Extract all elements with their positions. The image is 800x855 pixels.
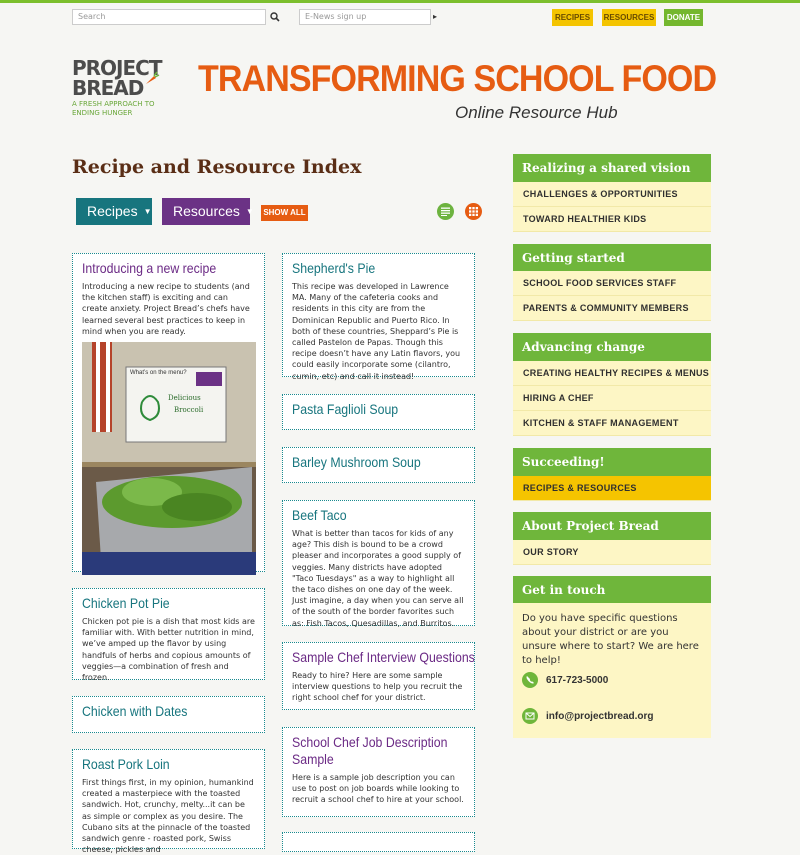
sidebar-item-food-services-staff[interactable]: SCHOOL FOOD SERVICES STAFF	[513, 271, 711, 296]
recipe-card[interactable]	[72, 253, 265, 572]
search-input[interactable]: Search	[72, 9, 266, 25]
card-body: What is better than tacos for kids of any age? This dish is bound to be a crowd pleaser and incorporates a good supply of veggies. Many districts have adopted "Taco Tuesdays" as a way to highlight all the taco dishes on one day of the week. Just imagine, a day when you can serve all of the south of the border favorites such as: Fish Tacos, Quesadillas, and Burritos.	[292, 529, 464, 628]
sidebar-item-recipes-resources[interactable]: RECIPES & RESOURCES	[513, 476, 711, 501]
phone-number[interactable]: 617-723-5000	[546, 674, 609, 686]
contact-phone[interactable]	[522, 671, 608, 689]
sidebar-item-healthy-recipes[interactable]: CREATING HEALTHY RECIPES & MENUS	[513, 361, 711, 386]
logo-line-2: BREAD	[72, 76, 144, 100]
contact-email[interactable]	[522, 707, 654, 725]
card-title[interactable]: Sample Chef Interview Questions	[292, 649, 475, 665]
sidebar-item-kitchen-management[interactable]: KITCHEN & STAFF MANAGEMENT	[513, 411, 711, 436]
sidebar-item-challenges[interactable]: CHALLENGES & OPPORTUNITIES	[513, 182, 711, 207]
donate-button[interactable]: DONATE	[664, 9, 703, 26]
card-body: Here is a sample job description you can use to post on job boards while looking to recruit a school chef to hire at your school.	[292, 773, 464, 805]
card-body: This recipe was developed in Lawrence MA. Many of the cafeteria cooks and residents in this city are from the Dominican Republic and Puerto Rico. In both of these countries, Sheppard’s Pie is called Pastelon de Papas. Though this recipe doesn’t have any Latin flavors, you could easily incorporate some (cilantro, cumin, etc) and call it instead!	[292, 282, 461, 381]
logo-tagline: A FRESH APPROACH TO ENDING HUNGER	[72, 100, 155, 117]
resource-card[interactable]	[282, 727, 475, 817]
phone-icon	[522, 672, 538, 688]
caret-down-icon: ▼	[245, 207, 254, 216]
resources-dropdown-label: Resources	[173, 203, 240, 219]
recipe-card[interactable]	[282, 447, 475, 483]
site-subtitle: Online Resource Hub	[455, 103, 618, 122]
resource-card[interactable]	[282, 832, 475, 852]
card-title-line-1[interactable]: School Chef Job Description	[292, 734, 448, 750]
photo-sign-text: Delicious	[168, 394, 201, 403]
photo-sign-text: Broccoli	[174, 406, 204, 415]
recipe-card[interactable]	[282, 500, 475, 626]
resources-dropdown[interactable]	[162, 198, 254, 225]
card-title[interactable]: Beef Taco	[292, 507, 347, 523]
contact-box	[513, 603, 711, 738]
email-address[interactable]: info@projectbread.org	[546, 710, 654, 722]
sidebar-heading-about: About Project Bread	[513, 512, 711, 540]
card-body: Ready to hire? Here are some sample interview questions to help you recruit the right school chef for your district.	[292, 671, 463, 703]
enews-submit-button[interactable]: ▸	[433, 12, 438, 21]
card-body: Chicken pot pie is a dish that most kids are familiar with. With better nutrition in mind, we’ve amped up the flavor by using handfuls of herbs and copious amounts of veggies—a combination of fresh and frozen.	[82, 617, 255, 683]
enews-signup-input[interactable]: E-News sign up	[299, 9, 431, 25]
grid-view-icon[interactable]	[465, 203, 482, 220]
recipe-card[interactable]	[282, 394, 475, 430]
card-title[interactable]: Chicken Pot Pie	[82, 595, 170, 611]
broccoli-photo	[82, 342, 256, 575]
carrot-icon	[144, 72, 160, 86]
recipe-card[interactable]	[72, 588, 265, 683]
sidebar-heading-advancing-change: Advancing change	[513, 333, 711, 361]
card-title-line-2[interactable]: Sample	[292, 751, 334, 767]
site-title: TRANSFORMING SCHOOL FOOD	[198, 58, 717, 99]
sidebar-item-our-story[interactable]: OUR STORY	[513, 540, 711, 565]
caret-down-icon: ▼	[143, 207, 152, 216]
email-icon	[522, 708, 538, 724]
resources-button[interactable]: RESOURCES	[602, 9, 656, 26]
card-body: First things first, in my opinion, humankind created a masterpiece with the toasted sandwich. Hot, crunchy, melty...it can be as simple or complex as you desire. The Cubano sits at the pinnacle of the toasted sandwich genre - roasted pork, Swiss cheese, pickles and	[82, 778, 254, 855]
search-icon[interactable]	[268, 9, 282, 25]
recipes-button[interactable]: RECIPES	[552, 9, 593, 26]
card-title[interactable]: Chicken with Dates	[82, 703, 188, 719]
photo-sign-text: What’s on the menu?	[130, 370, 187, 377]
recipe-card[interactable]	[72, 696, 265, 733]
top-accent-line	[0, 0, 800, 3]
recipe-card[interactable]	[72, 749, 265, 855]
list-view-icon[interactable]	[437, 203, 454, 220]
card-body: Introducing a new recipe to students (and the kitchen staff) is exciting and can create anxiety. Project Bread’s chefs have learned several best practices to keep in mind when you are ready.	[82, 282, 250, 336]
sidebar-heading-shared-vision: Realizing a shared vision	[513, 154, 711, 182]
card-title[interactable]: Shepherd's Pie	[292, 260, 376, 276]
card-title[interactable]: Pasta Faglioli Soup	[292, 401, 399, 417]
card-title[interactable]: Introducing a new recipe	[82, 260, 217, 276]
show-all-button[interactable]: SHOW ALL	[261, 205, 308, 221]
recipe-card[interactable]	[282, 253, 475, 381]
sidebar-heading-succeeding: Succeeding!	[513, 448, 711, 476]
sidebar-item-hiring-chef[interactable]: HIRING A CHEF	[513, 386, 711, 411]
resource-card[interactable]	[282, 642, 475, 710]
sidebar-item-parents-community[interactable]: PARENTS & COMMUNITY MEMBERS	[513, 296, 711, 321]
sidebar-heading-contact: Get in touch	[513, 576, 711, 604]
logo-line-1: PROJECT	[72, 56, 162, 80]
sidebar-heading-getting-started: Getting started	[513, 244, 711, 272]
recipes-dropdown-label: Recipes	[87, 203, 138, 219]
card-title[interactable]: Roast Pork Loin	[82, 756, 170, 772]
page-title: Recipe and Resource Index	[72, 156, 362, 178]
contact-text: Do you have specific questions about your district or are you unsure where to start? We are here to help!	[522, 613, 699, 666]
recipes-dropdown[interactable]	[76, 198, 152, 225]
card-title[interactable]: Barley Mushroom Soup	[292, 454, 421, 470]
project-bread-logo[interactable]	[72, 58, 172, 138]
sidebar-item-healthier-kids[interactable]: TOWARD HEALTHIER KIDS	[513, 207, 711, 232]
